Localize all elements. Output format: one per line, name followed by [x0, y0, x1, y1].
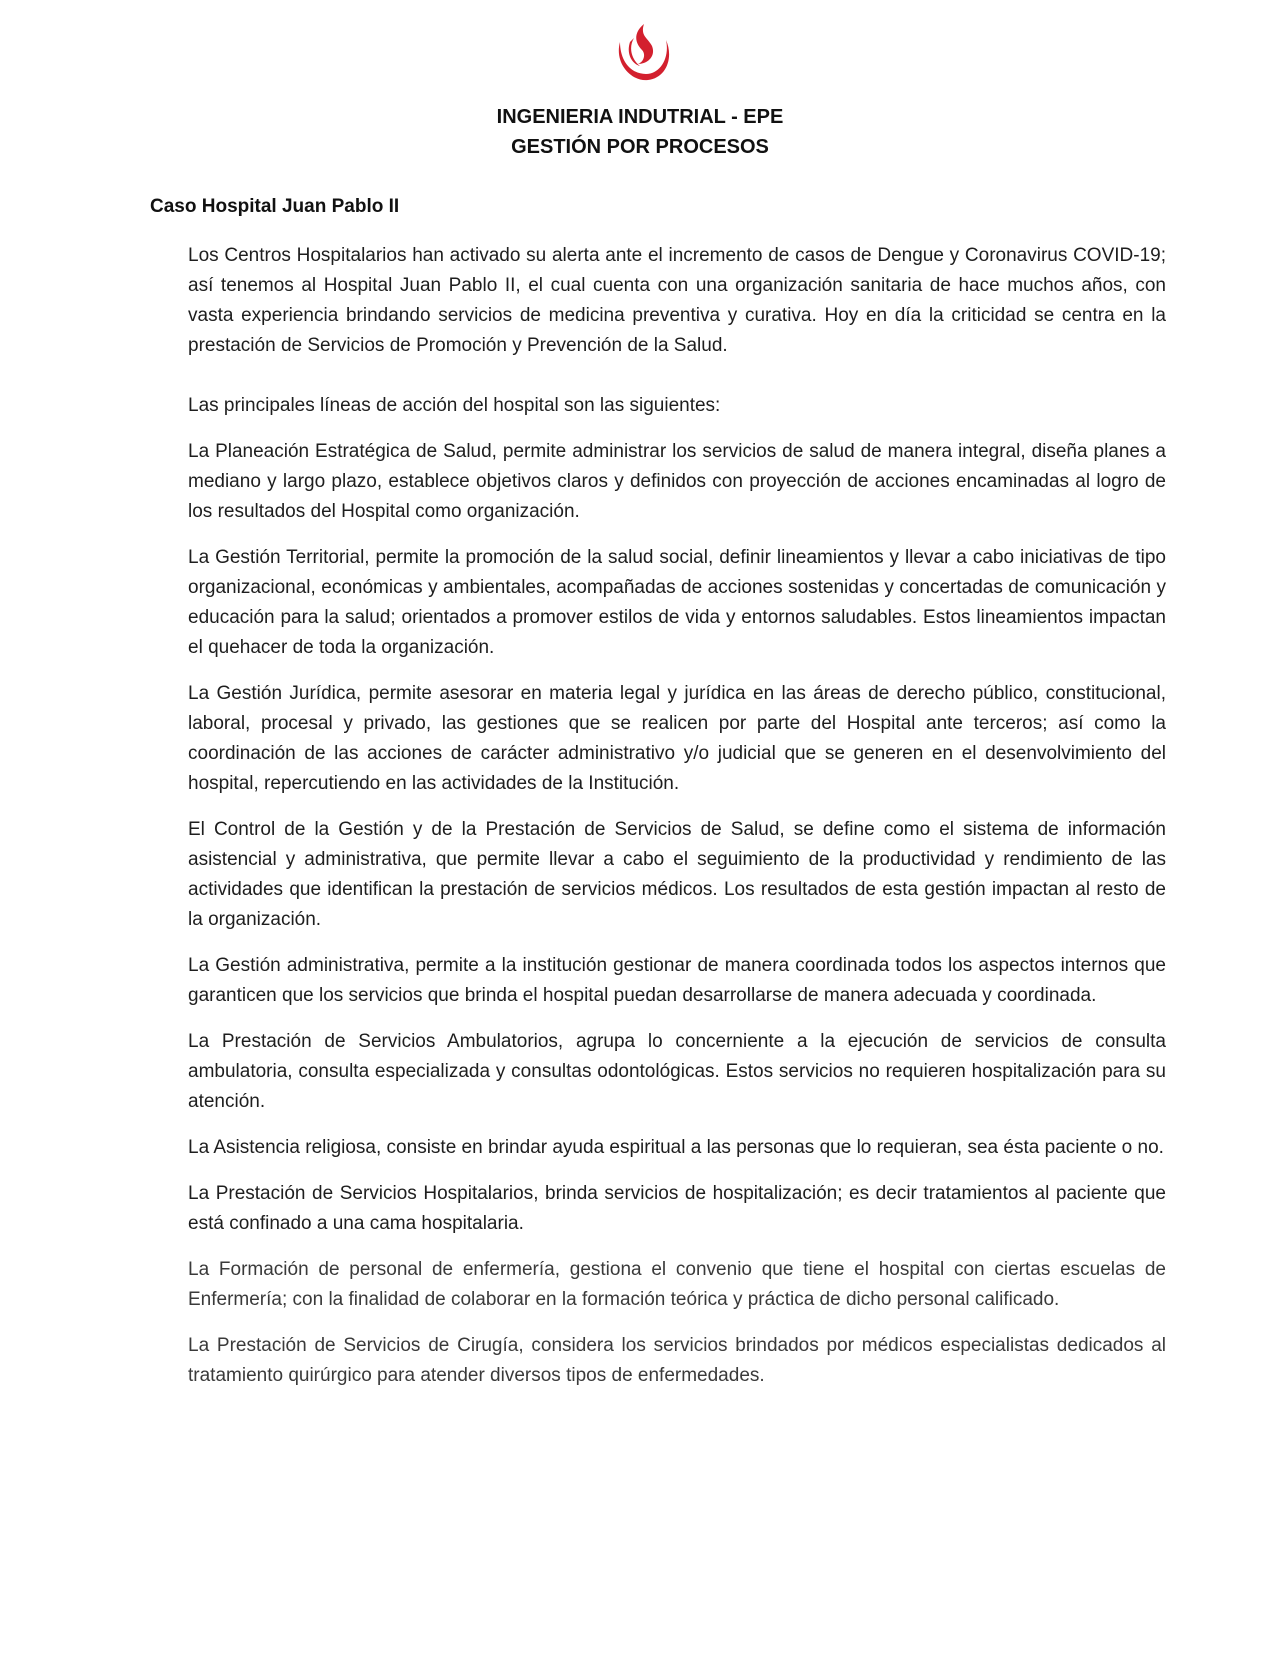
- paragraph-religious-assistance: La Asistencia religiosa, consiste en brindar ayuda espiritual a las personas que lo requieran, sea ésta paciente o no.: [188, 1137, 1164, 1158]
- paragraph-surgery-services: La Prestación de Servicios de Cirugía, considera los servicios brindados por médicos especialistas dedicados al tratamiento quirúrgico para atender diversos tipos de enfermedades.: [188, 1335, 1166, 1386]
- paragraph-lines-of-action: Las principales líneas de acción del hospital son las siguientes:: [188, 395, 721, 416]
- paragraph-nursing-training: La Formación de personal de enfermería, gestiona el convenio que tiene el hospital con ciertas escuelas de Enfermería; con la finalidad de colaborar en la formación teórica y práctica de dicho personal calificado.: [188, 1259, 1166, 1310]
- document-header: [0, 102, 1280, 162]
- header-line-course: GESTIÓN POR PROCESOS: [511, 136, 769, 158]
- paragraph-management-control: El Control de la Gestión y de la Prestación de Servicios de Salud, se define como el sistema de información asistencial y administrativa, que permite llevar a cabo el seguimiento de la productividad y rendimiento de las actividades que identifican la prestación de servicios médicos. Los resultados de esta gestión impactan al resto de la organización.: [188, 819, 1166, 930]
- case-title: Caso Hospital Juan Pablo II: [150, 196, 400, 217]
- upc-flame-logo-icon: [610, 20, 674, 84]
- paragraph-strategic-planning: La Planeación Estratégica de Salud, permite administrar los servicios de salud de manera integral, diseña planes a mediano y largo plazo, establece objetivos claros y definidos con proyección de acciones encaminadas al logro de los resultados del Hospital como organización.: [188, 441, 1166, 522]
- paragraph-ambulatory-services: La Prestación de Servicios Ambulatorios, agrupa lo concerniente a la ejecución de servicios de consulta ambulatoria, consulta especializada y consultas odontológicas. Estos servicios no requieren hospitalización para su atención.: [188, 1031, 1166, 1112]
- paragraph-hospital-services: La Prestación de Servicios Hospitalarios, brinda servicios de hospitalización; es decir tratamientos al paciente que está confinado a una cama hospitalaria.: [188, 1183, 1166, 1234]
- header-line-program: INGENIERIA INDUTRIAL - EPE: [496, 106, 784, 128]
- paragraph-legal-management: La Gestión Jurídica, permite asesorar en materia legal y jurídica en las áreas de derecho público, constitucional, laboral, procesal y privado, las gestiones que se realicen por parte del Hospital ante terceros; así como la coordinación de las acciones de carácter administrativo y/o judicial que se generen en el desenvolvimiento del hospital, repercutiendo en las actividades de la Institución.: [188, 683, 1166, 794]
- document-body: [188, 241, 1166, 1407]
- upc-flame-logo: [610, 20, 674, 84]
- paragraph-territorial-management: La Gestión Territorial, permite la promoción de la salud social, definir lineamientos y llevar a cabo iniciativas de tipo organizacional, económicas y ambientales, acompañadas de acciones sostenidas y concertadas de comunicación y educación para la salud; orientados a promover estilos de vida y entornos saludables. Estos lineamientos impactan el quehacer de toda la organización.: [188, 547, 1166, 658]
- paragraph-administrative-management: La Gestión administrativa, permite a la institución gestionar de manera coordinada todos los aspectos internos que garanticen que los servicios que brinda el hospital puedan desarrollarse de manera adecuada y coordinada.: [188, 955, 1166, 1006]
- paragraph-intro: Los Centros Hospitalarios han activado su alerta ante el incremento de casos de Dengue y Coronavirus COVID-19; así tenemos al Hospital Juan Pablo II, el cual cuenta con una organización sanitaria de hace muchos años, con vasta experiencia brindando servicios de medicina preventiva y curativa. Hoy en día la criticidad se centra en la prestación de Servicios de Promoción y Prevención de la Salud.: [188, 245, 1166, 356]
